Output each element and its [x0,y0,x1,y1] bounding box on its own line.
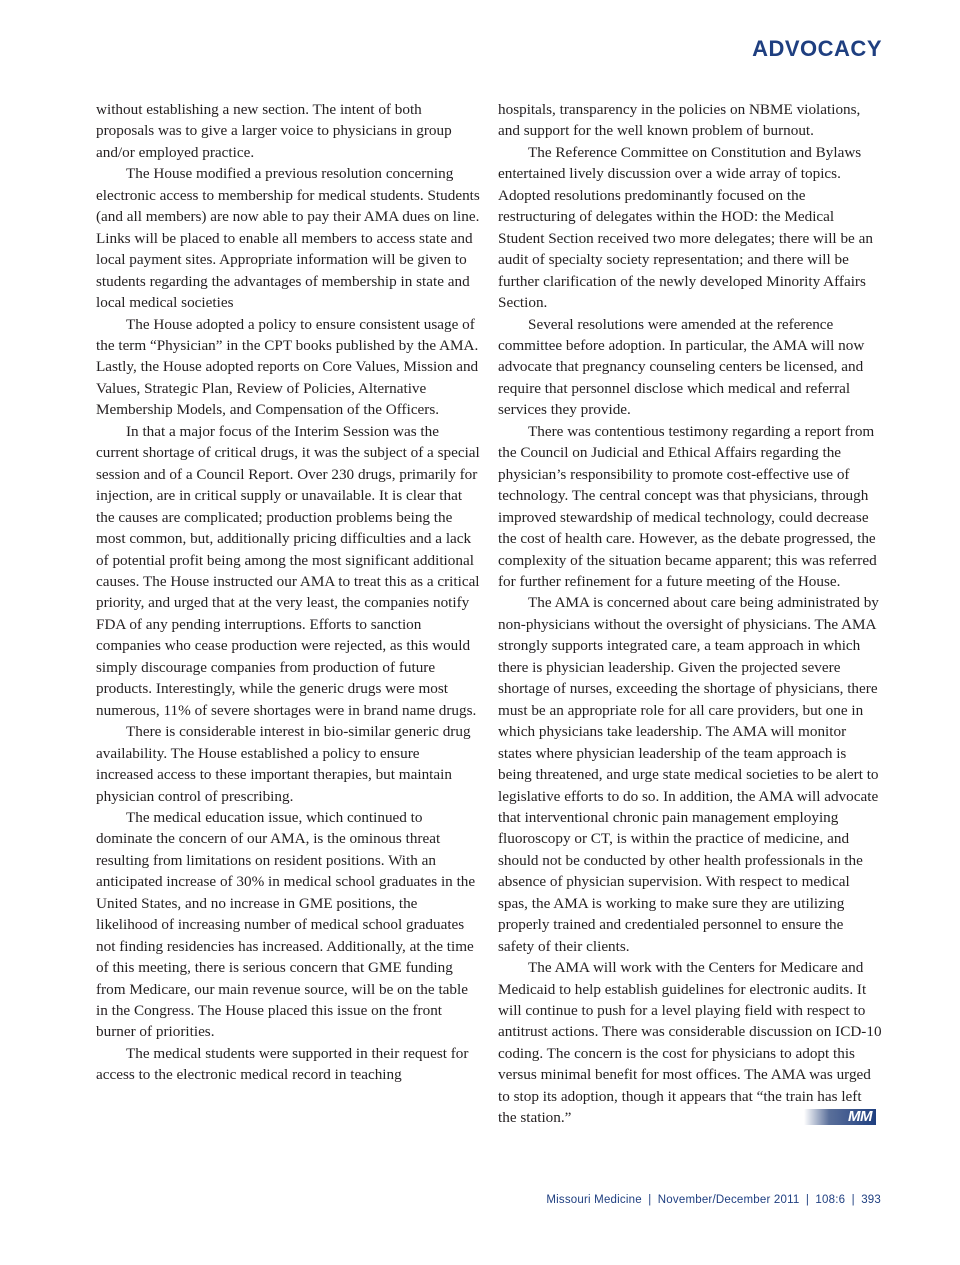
paragraph-text: The AMA will work with the Centers for Medicare and Medicaid to help establish guidelines for electronic audits. It will continue to push for a level playing field with respect to antitrust actions. There was considerable discussion on ICD-10 coding. The concern is the cost for physicians to adopt this versus minimal benefit for most offices. The AMA was urged to stop its adoption, though it appears that “the train has left the station.” [498,959,882,1127]
paragraph: without establishing a new section. The intent of both proposals was to give a larger voice to physicians in group and/or employed practice. [96,101,452,161]
issue-date: November/December 2011 [657,1194,800,1206]
left-column [96,99,480,1086]
footer-separator: | [648,1194,652,1206]
paragraph: The AMA is concerned about care being administrated by non-physicians without the oversight of physicians. The AMA strongly supports integrated care, a team approach in which there is physician leadership. Given the projected severe shortage of nurses, exceeding the shortage of physicians, there must be an appropriate role for all care providers, but one in which physicians take leadership. The AMA will monitor states where physician leadership of the team approach is being threatened, and urge state medical societies to be alert to legislative efforts to do so. In addition, the AMA will advocate that interventional chronic pain management employing fluoroscopy or CT, is within the practice of medicine, and should not be conducted by other health professionals in the absence of physician supervision. With respect to medical spas, the AMA is working to make sure they are utilizing properly trained and credentialed personnel to ensure the safety of their clients. [498,594,879,955]
end-mark-logo: MM [804,1109,876,1125]
section-header: ADVOCACY [752,36,882,61]
footer-separator: | [805,1194,810,1206]
page-number: 393 [861,1194,881,1206]
paragraph: There was contentious testimony regarding a report from the Council on Judicial and Ethical Affairs regarding the physician’s responsibility to promote cost-effective use of technology. The central concept was that physicians, through improved stewardship of medical technology, could decrease the cost of health care. However, as the debate progressed, the complexity of the situation became apparent; this was referred for further refinement for a future meeting of the House. [498,422,877,590]
paragraph: The Reference Committee on Constitution and Bylaws entertained lively discussion over a wide array of topics. Adopted resolutions predominantly focused on the restructuring of delegates within the HOD: the Medical Student Section received two more delegates; there will be an audit of specialty society representation; and there will be further clarification of the newly developed Minority Affairs Section. [498,143,873,312]
paragraph: The House adopted a policy to ensure consistent usage of the term “Physician” in the CPT books published by the AMA. Lastly, the House adopted reports on Core Values, Mission and Values, Strategic Plan, Review of Policies, Alternative Membership Models, and Compensation of the Officers. [96,315,479,419]
paragraph: The House modified a previous resolution concerning electronic access to membership for medical students. Students (and all members) are now able to pay their AMA dues on line. Links will be placed to enable all members to access state and local payment sites. Appropriate information will be given to students regarding the advantages of membership in state and local medical societies [96,165,480,312]
paragraph: There is considerable interest in bio-similar generic drug availability. The House established a policy to ensure increased access to these important therapies, but maintain physician control of prescribing. [96,723,471,805]
paragraph: The medical education issue, which continued to dominate the concern of our AMA, is the ominous threat resulting from limitations on resident positions. With an anticipated increase of 30% in medical school graduates in the United States, and no increase in GME positions, the likelihood of increasing number of medical school graduates not finding residencies has increased. Additionally, at the time of this meeting, there is serious concern that GME funding from Medicare, our main revenue source, will be on the table in the Congress. The House placed this issue on the front burner of priorities. [96,808,476,1041]
paragraph-last [498,957,882,1129]
journal-name: Missouri Medicine [546,1194,642,1206]
right-column [498,99,882,1129]
paragraph: The medical students were supported in their request for access to the electronic medical record in teaching [96,1044,469,1084]
page-footer [546,1194,881,1206]
paragraph: Several resolutions were amended at the reference committee before adoption. In particular, the AMA will now advocate that pregnancy counseling centers be licensed, and require that personnel disclose which medical and referral services they provide. [498,315,865,419]
paragraph: hospitals, transparency in the policies on NBME violations, and support for the well known problem of burnout. [498,101,861,140]
paragraph: In that a major focus of the Interim Session was the current shortage of critical drugs, it was the subject of a special session and of a Council Report. Over 230 drugs, primarily for injection, are in critical supply or unavailable. It is clear that the causes are complicated; production problems being the most common, but, additionally pricing difficulties and a lack of potential profit being among the most significant additional causes. The House instructed our AMA to treat this as a critical priority, and urged that at the very least, the companies notify FDA of any pending interruptions. Efforts to sanction companies who cease production were rejected, as this would simply discourage companies from production of future products. Interestingly, while the generic drugs were most numerous, 11% of severe shortages were in brand name drugs. [96,422,480,719]
volume-number: 108:6 [815,1194,846,1206]
footer-separator: | [851,1194,855,1206]
